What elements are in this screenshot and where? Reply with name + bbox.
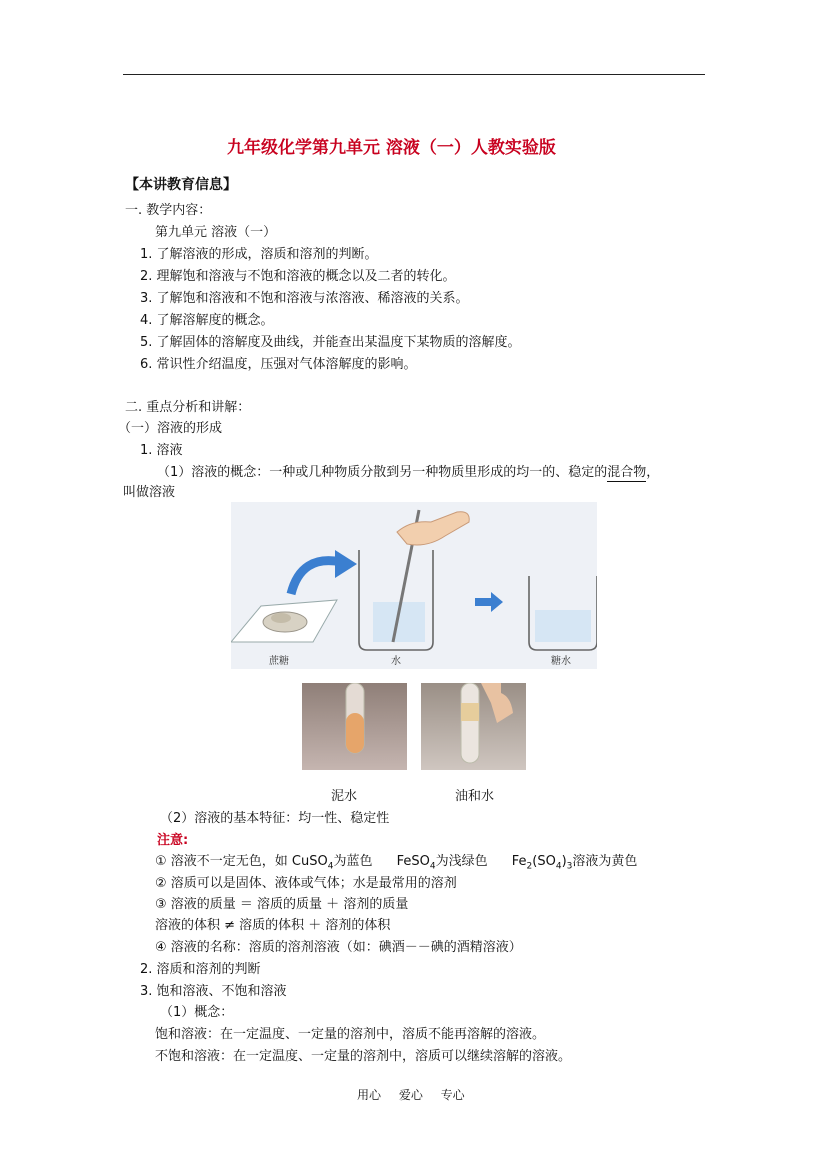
oil-water-photo [421,683,526,770]
label-sugar-water: 糖水 [551,656,571,667]
note-yellow: 溶液为黄色 [572,854,638,869]
note-label: 注意: [157,833,189,848]
document-title: 九年级化学第九单元 溶液（一）人教实验版 [227,138,556,158]
dissolving-figure [231,502,597,669]
subscript: 3 [566,861,573,872]
subscript: 4 [555,861,562,872]
mixture-term: 混合物 [607,465,647,480]
note-color [155,850,637,872]
note-blue: 为蓝色 [333,854,373,869]
note-green: 为浅绿色 [435,854,488,869]
info-heading: 【本讲教育信息】 [125,177,237,193]
concept-cont: 叫做溶液 [123,485,176,500]
subscript: 2 [526,861,533,872]
test-tube-mud [302,683,407,770]
mud-water-photo [302,683,407,770]
unit-line: 第九单元 溶液（一） [155,225,277,240]
subscript: 4 [327,861,334,872]
subsection-heading: （一）溶液的形成 [118,421,223,436]
unsaturated-definition: 不饱和溶液：在一定温度、一定量的溶剂中，溶质可以继续溶解的溶液。 [155,1049,572,1064]
label-sugar: 蔗糖 [269,656,289,667]
formula-part: (SO [532,854,556,869]
note-fe2so43: Fe [511,854,527,869]
concept-line [157,461,659,480]
section1-heading: 一. 教学内容： [125,203,212,218]
objective-item: 4. 了解溶解度的概念。 [140,313,274,328]
section2-heading: 二. 重点分析和讲解： [125,400,251,415]
features-line: （2）溶液的基本特征：均一性、稳定性 [160,811,390,826]
page-footer: 用心 爱心 专心 [357,1088,465,1102]
note-feso4: FeSO [396,854,430,869]
objective-item: 5. 了解固体的溶解度及曲线，并能查出某温度下某物质的溶解度。 [140,335,521,350]
item-saturated: 3. 饱和溶液、不饱和溶液 [140,984,287,999]
label-water: 水 [391,656,401,667]
dissolving-illustration [231,502,597,669]
item-solute-solvent: 2. 溶质和溶剂的判断 [140,962,261,977]
concept-text: （1）溶液的概念：一种或几种物质分散到另一种物质里形成的均一的、稳定的 [157,465,608,480]
objective-item: 3. 了解饱和溶液和不饱和溶液与浓溶液、稀溶液的关系。 [140,291,469,306]
subscript: 4 [429,861,436,872]
formula-part: ) [561,854,567,869]
caption-oil-water: 油和水 [455,789,495,804]
objective-item: 2. 理解饱和溶液与不饱和溶液的概念以及二者的转化。 [140,269,456,284]
saturated-definition: 饱和溶液：在一定温度、一定量的溶剂中，溶质不能再溶解的溶液。 [155,1027,546,1042]
note-mass: ③ 溶液的质量 ＝ 溶质的质量 ＋ 溶剂的质量 [155,897,409,912]
objective-item: 6. 常识性介绍温度，压强对气体溶解度的影响。 [140,357,417,372]
caption-mud-water: 泥水 [331,789,358,804]
test-tube-oil [421,683,526,770]
note-volume: 溶液的体积 ≠ 溶质的体积 ＋ 溶剂的体积 [155,918,391,933]
note-cuso4: ① 溶液不一定无色，如 CuSO [155,854,328,869]
item-solution: 1. 溶液 [140,443,183,458]
header-rule [123,74,705,75]
concept-comma: ， [646,465,660,480]
objective-item: 1. 了解溶液的形成，溶质和溶剂的判断。 [140,247,378,262]
note-solute-state: ② 溶质可以是固体、液体或气体；水是最常用的溶剂 [155,876,457,891]
note-naming: ④ 溶液的名称：溶质的溶剂溶液（如：碘酒－－碘的酒精溶液） [155,940,522,955]
concept2-heading: （1）概念： [160,1005,234,1020]
